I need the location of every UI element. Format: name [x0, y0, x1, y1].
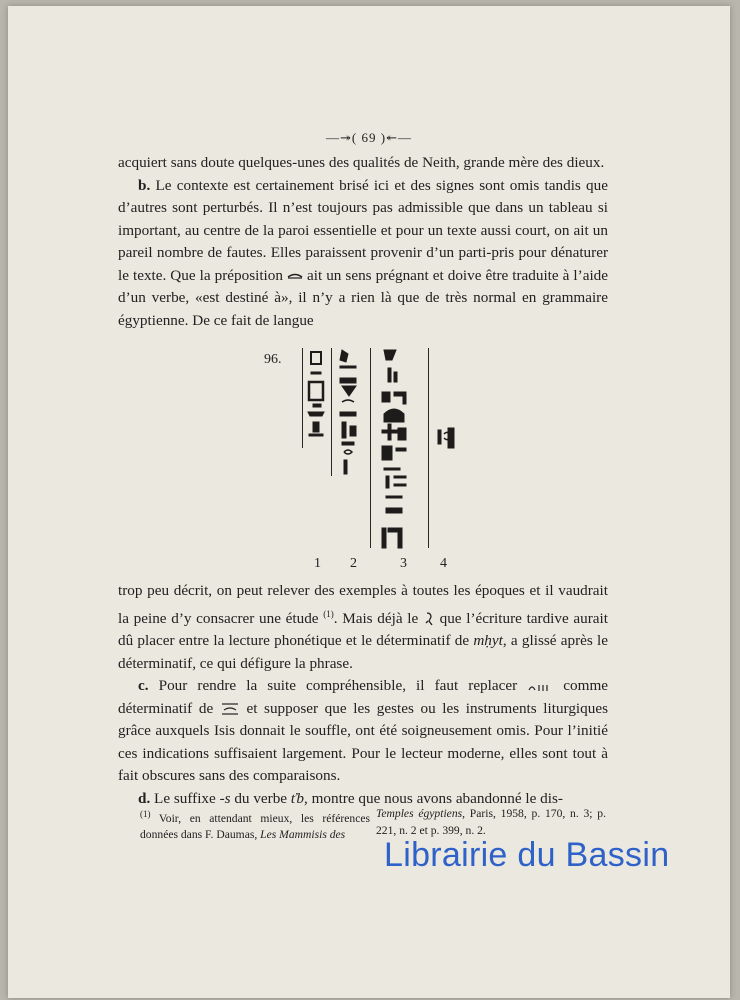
hieroglyph-figure: [264, 342, 464, 572]
footnote-text-b: , Paris, 1958, p. 170, n. 3; p. 221, n. 2 et p. 399, n. 2.: [376, 807, 606, 837]
determinative-glyph-icon: [527, 682, 553, 692]
footnote-left-column: [140, 806, 370, 844]
paragraph-1: acquiert sans doute quelques-unes des qualités de Neith, grande mère des dieux.: [118, 154, 605, 171]
figure-number: 96.: [264, 352, 282, 367]
suffix-word: -s: [219, 789, 231, 807]
word-glyph-icon: [220, 702, 240, 716]
paragraph-d-text-a: Le suffixe: [150, 789, 220, 807]
paragraph-c: [118, 675, 608, 788]
column-label-3: 3: [400, 556, 407, 571]
footnote-marker: (1): [140, 809, 151, 819]
paragraph-3-text-d: , a glissé après le déterminatif, ce qui défigure la phrase.: [118, 632, 608, 672]
paragraph-label-c: c.: [138, 677, 149, 695]
paragraph-b: [118, 175, 608, 333]
text-block-top: [118, 152, 608, 332]
paragraph-d-text-b: du verbe: [230, 789, 291, 807]
paragraph-label-d: d.: [138, 789, 151, 807]
text-block-bottom: [118, 580, 608, 810]
transliteration-word: mḥyt: [473, 632, 503, 650]
footnote-right-column: [376, 806, 606, 839]
paragraph-3-text-a: trop peu décrit, on peut relever des exemples à toutes les époques et il vaudrait la peine d’y consacrer une étude: [118, 582, 608, 627]
footnote-text-a: Voir, en attendant mieux, les références données dans F. Daumas,: [140, 811, 370, 842]
column-label-4: 4: [440, 556, 447, 571]
column-label-2: 2: [350, 556, 357, 571]
paragraph-3-text-c: que l’écriture tardive aurait dû placer entre la lecture phonétique et le déterminatif de: [118, 609, 608, 650]
column-label-1: 1: [314, 556, 321, 571]
paragraph-label-b: b.: [138, 176, 151, 194]
paragraph-b-text-1: Le contexte est certainement brisé ici et des signes sont omis tandis que d’autres sont perturbés. Il n’est toujours pas admissible que dans un tableau si important, au centre de la paroi essentielle et pour un texte aussi court, on ait un pareil nombre de fautes. Elles paraissent provenir d’un parti-pris pour dénaturer le texte. Que la préposition: [118, 176, 608, 284]
book-page: [8, 6, 730, 998]
footnote-title-part-1: Les Mammisis des: [260, 828, 346, 842]
footnote-title-part-2: Temples égyptiens: [376, 807, 463, 820]
quail-chick-glyph-icon: [423, 611, 435, 627]
hieroglyph-signs-icon: [264, 342, 464, 552]
paragraph-c-text-b: comme déterminatif de: [118, 677, 609, 717]
verb-word: ťb: [290, 789, 304, 807]
paragraph-c-text-c: et supposer que les gestes ou les instruments liturgiques grâce auxquels Isis donnait le souffle, ont été soigneusement omis. Pour l’initié ces indications suffisaient largement. Pour le lecteur moderne, elles sont tout à fait obscures sans des comparaisons.: [118, 699, 608, 785]
paragraph-d-text-c: , montre que nous avons abandonné le dis-: [303, 789, 563, 807]
paragraph-c-text-a: Pour rendre la suite compréhensible, il faut replacer: [148, 677, 528, 695]
preposition-glyph-icon: [287, 271, 303, 281]
paragraph-3: [118, 580, 608, 675]
paragraph-3-text-b: . Mais déjà le: [333, 609, 423, 627]
watermark: Librairie du Bassin: [384, 836, 670, 874]
paragraph-b-text-2: ait un sens prégnant et doive être traduite à l’aide d’un verbe, «est destiné à», il n’y a rien là que de très normal en grammaire égyptienne. De ce fait de langue: [118, 266, 608, 329]
page-number: —↠( 69 )↞—: [326, 130, 412, 145]
footnote-reference: (1): [323, 608, 334, 619]
